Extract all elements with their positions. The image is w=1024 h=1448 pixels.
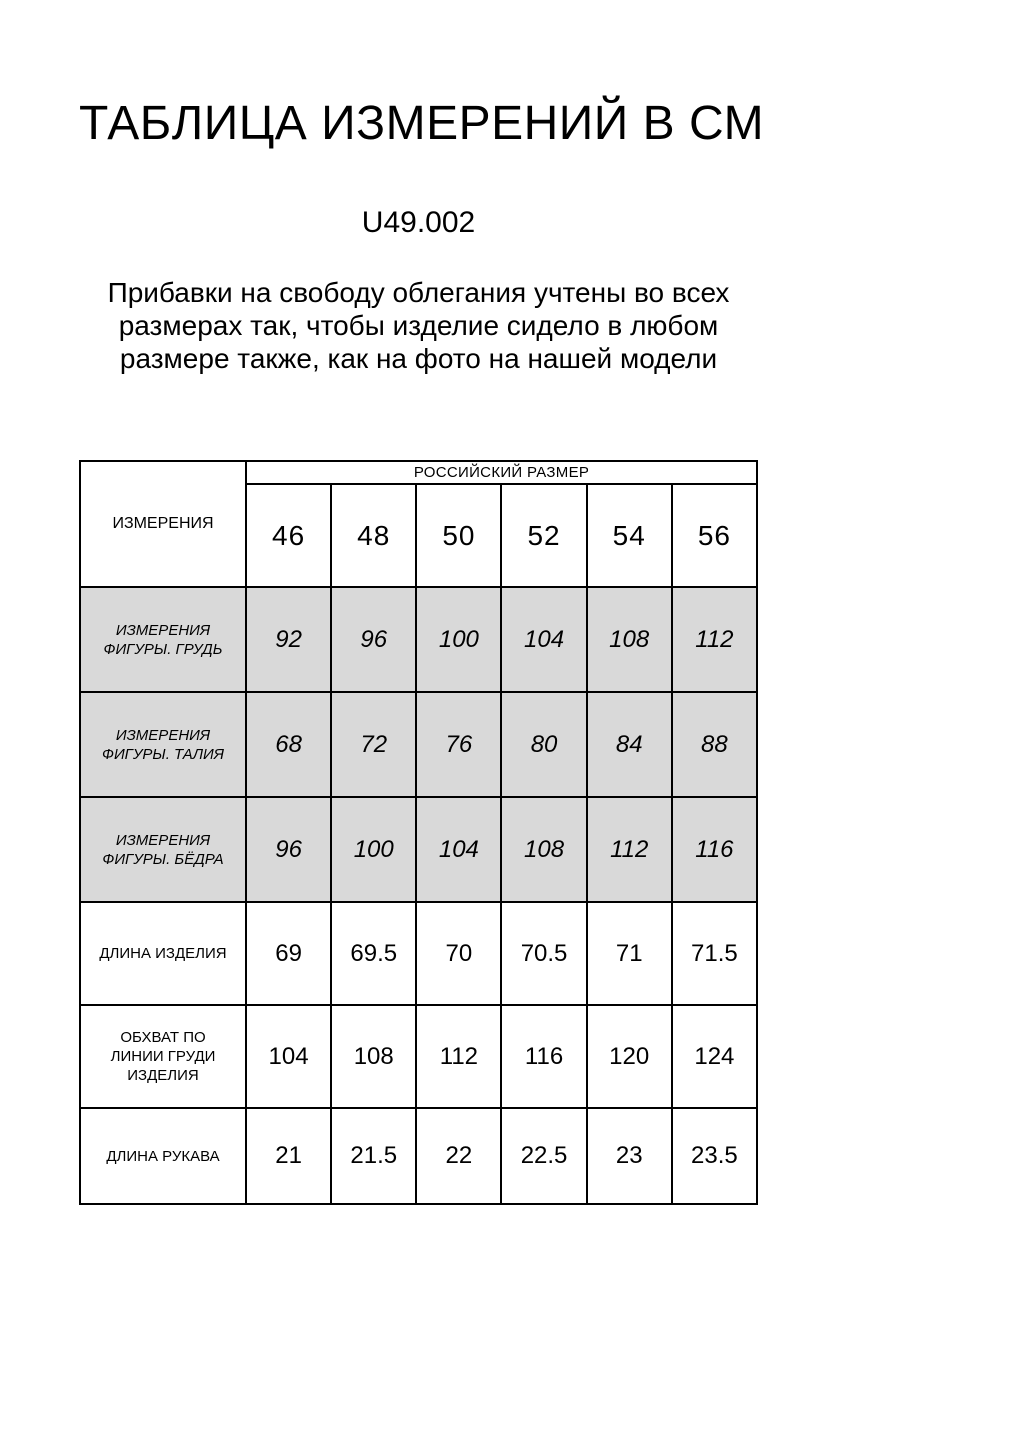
cell-value: 100 — [416, 587, 501, 692]
cell-value: 23 — [587, 1108, 672, 1204]
cell-value: 108 — [501, 797, 586, 902]
cell-value: 88 — [672, 692, 757, 797]
group-header-row — [80, 461, 757, 484]
cell-value: 21 — [246, 1108, 331, 1204]
cell-value: 23.5 — [672, 1108, 757, 1204]
measurements-corner-label: ИЗМЕРЕНИЯ — [80, 461, 246, 587]
cell-value: 22 — [416, 1108, 501, 1204]
cell-value: 112 — [587, 797, 672, 902]
article-number: U49.002 — [361, 206, 476, 239]
cell-value: 112 — [672, 587, 757, 692]
table-row-waist — [80, 692, 757, 797]
cell-value: 84 — [587, 692, 672, 797]
size-column-header: 52 — [501, 484, 586, 587]
cell-value: 70.5 — [501, 902, 586, 1005]
table-row-hips — [80, 797, 757, 902]
size-column-header: 46 — [246, 484, 331, 587]
table-row-bust — [80, 587, 757, 692]
fit-note: Прибавки на свободу облегания учтены во всех размерах так, чтобы изделие сидело в любом размере также, как на фото на нашей модели — [107, 277, 730, 374]
cell-value: 69 — [246, 902, 331, 1005]
cell-value: 116 — [672, 797, 757, 902]
cell-value: 80 — [501, 692, 586, 797]
russian-size-header: РОССИЙСКИЙ РАЗМЕР — [246, 461, 757, 484]
size-table — [79, 460, 758, 1205]
size-column-header: 50 — [416, 484, 501, 587]
cell-value: 71.5 — [672, 902, 757, 1005]
cell-value: 71 — [587, 902, 672, 1005]
cell-value: 116 — [501, 1005, 586, 1108]
cell-value: 124 — [672, 1005, 757, 1108]
cell-value: 108 — [331, 1005, 416, 1108]
cell-value: 100 — [331, 797, 416, 902]
row-label: ИЗМЕРЕНИЯ ФИГУРЫ. ГРУДЬ — [80, 587, 246, 692]
row-label: ОБХВАТ ПО ЛИНИИ ГРУДИ ИЗДЕЛИЯ — [80, 1005, 246, 1108]
cell-value: 92 — [246, 587, 331, 692]
table-row-chest-girth — [80, 1005, 757, 1108]
cell-value: 96 — [331, 587, 416, 692]
cell-value: 96 — [246, 797, 331, 902]
cell-value: 68 — [246, 692, 331, 797]
table-row-sleeve-length — [80, 1108, 757, 1204]
cell-value: 70 — [416, 902, 501, 1005]
cell-value: 120 — [587, 1005, 672, 1108]
cell-value: 21.5 — [331, 1108, 416, 1204]
cell-value: 108 — [587, 587, 672, 692]
row-label: ДЛИНА ИЗДЕЛИЯ — [80, 902, 246, 1005]
size-column-header: 54 — [587, 484, 672, 587]
row-label: ДЛИНА РУКАВА — [80, 1108, 246, 1204]
row-label: ИЗМЕРЕНИЯ ФИГУРЫ. ТАЛИЯ — [80, 692, 246, 797]
cell-value: 104 — [416, 797, 501, 902]
table-row-garment-length — [80, 902, 757, 1005]
size-column-header: 56 — [672, 484, 757, 587]
page-title: ТАБЛИЦА ИЗМЕРЕНИЙ В СМ — [79, 97, 765, 150]
cell-value: 104 — [246, 1005, 331, 1108]
cell-value: 22.5 — [501, 1108, 586, 1204]
size-column-header: 48 — [331, 484, 416, 587]
cell-value: 72 — [331, 692, 416, 797]
cell-value: 69.5 — [331, 902, 416, 1005]
cell-value: 112 — [416, 1005, 501, 1108]
cell-value: 104 — [501, 587, 586, 692]
row-label: ИЗМЕРЕНИЯ ФИГУРЫ. БЁДРА — [80, 797, 246, 902]
cell-value: 76 — [416, 692, 501, 797]
